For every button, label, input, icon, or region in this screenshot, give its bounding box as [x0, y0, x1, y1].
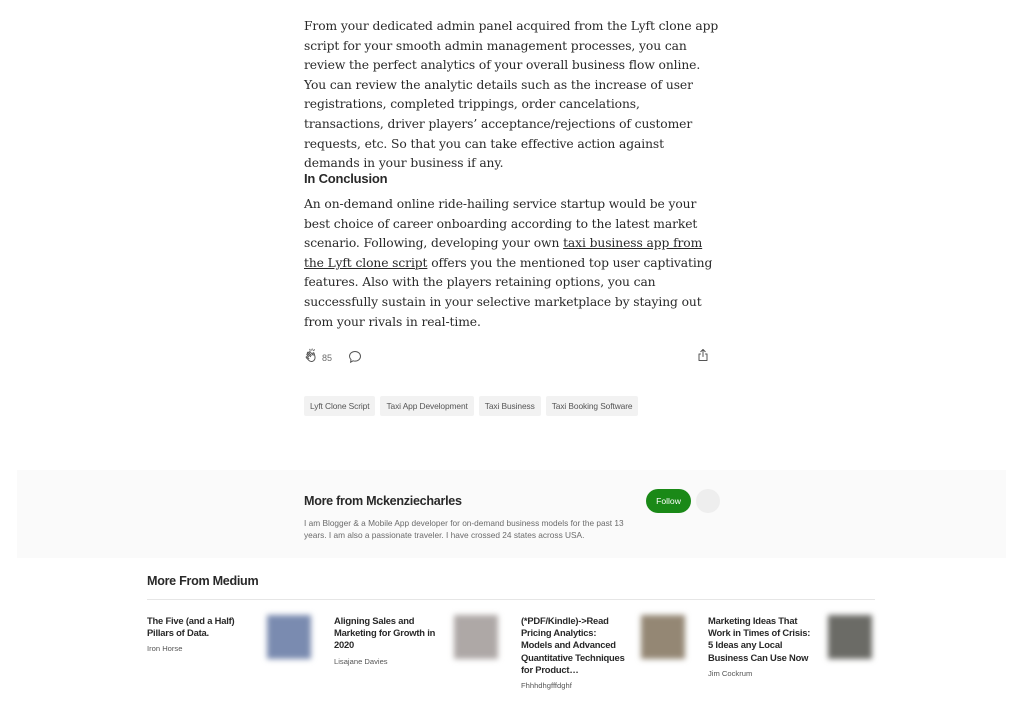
story-card[interactable] [521, 615, 691, 690]
tag-taxi-business[interactable]: Taxi Business [479, 396, 541, 416]
subscribe-button[interactable] [696, 489, 720, 513]
story-title[interactable]: (*PDF/Kindle)->Read Pricing Analytics: Models and Advanced Quantitative Techniques for Product… [521, 615, 625, 675]
paragraph-text: offers you the mentioned top user captivating features. Also with the players retaining options, you can successfully sustain in your selective marketplace by staying out from your rivals in real-time. [304, 255, 713, 329]
tag-taxi-booking-software[interactable]: Taxi Booking Software [546, 396, 639, 416]
article-actions [304, 348, 718, 366]
story-author[interactable]: Fhhhdhgfffdghf [521, 681, 572, 691]
author-bio: I am Blogger & a Mobile App developer for on-demand business models for the past 13 years. I am also a passionate traveler. I have crossed 24 states across USA. [304, 518, 624, 540]
story-card[interactable] [147, 615, 317, 653]
story-thumbnail[interactable] [828, 615, 872, 659]
story-thumbnail[interactable] [267, 615, 311, 659]
story-title[interactable]: The Five (and a Half) Pillars of Data. [147, 615, 235, 639]
article-paragraph: From your dedicated admin panel acquired from the Lyft clone app script for your smooth admin management processes, you can review the perfect analytics of your overall business flow online. You can review the analytic details such as the increase of user registrations, completed trippings, order cancelations, transactions, driver players’ acceptance/rejections of customer requests, etc. So that you can take effective action against demands in your business if any. [304, 19, 719, 171]
share-icon[interactable] [696, 348, 710, 362]
story-title[interactable]: Marketing Ideas That Work in Times of Crisis: 5 Ideas any Local Business Can Use Now [708, 615, 811, 663]
paragraph-text: An on-demand online ride-hailing service startup would be your best choice of career onboarding according to the latest market scenario. Following, developing your own [304, 197, 698, 251]
more-from-medium-heading: More From Medium [147, 574, 259, 588]
author-panel [17, 470, 1006, 558]
tag-lyft-clone-script[interactable]: Lyft Clone Script [304, 396, 375, 416]
article-paragraph [304, 195, 720, 332]
article-link[interactable]: taxi business app from the Lyft clone script [304, 236, 703, 270]
story-author[interactable]: Iron Horse [147, 644, 183, 654]
clap-icon[interactable] [304, 348, 320, 364]
story-thumbnail[interactable] [641, 615, 685, 659]
story-thumbnail[interactable] [454, 615, 498, 659]
story-card[interactable] [334, 615, 504, 666]
story-title[interactable]: Aligning Sales and Marketing for Growth in 2020 [334, 615, 436, 651]
section-heading: In Conclusion [304, 171, 388, 186]
story-author[interactable]: Lisajane Davies [334, 656, 388, 666]
follow-button[interactable]: Follow [646, 489, 691, 513]
comment-icon[interactable] [348, 350, 362, 364]
divider [147, 599, 875, 600]
story-card[interactable] [708, 615, 878, 678]
story-author[interactable]: Jim Cockrum [708, 668, 753, 678]
author-heading[interactable]: More from Mckenziecharles [304, 494, 462, 508]
clap-count: 85 [322, 353, 333, 363]
tag-taxi-app-development[interactable]: Taxi App Development [380, 396, 473, 416]
tag-list [304, 396, 638, 416]
